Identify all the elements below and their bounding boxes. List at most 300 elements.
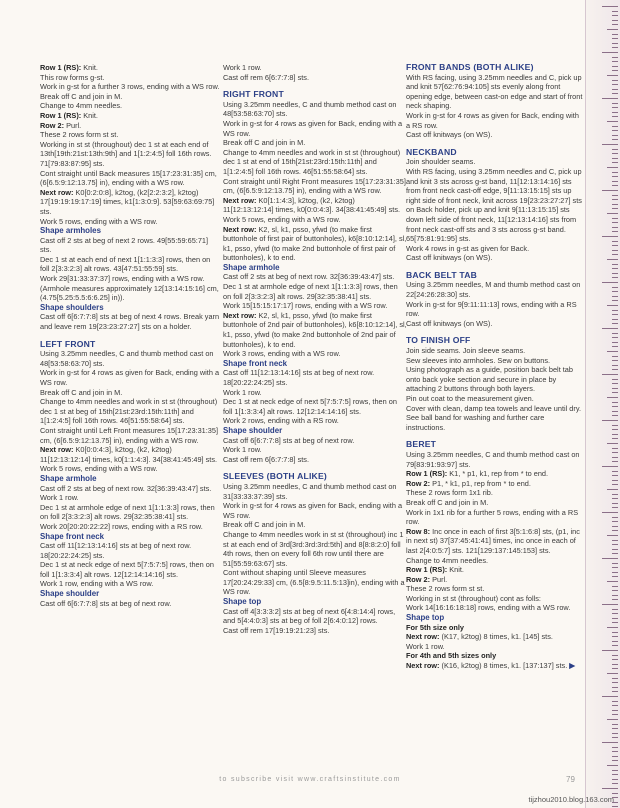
ruler-tick — [612, 544, 618, 545]
subsection-heading: Shape armhole — [40, 473, 97, 483]
ruler-tick — [612, 503, 618, 504]
row-label: Row 8: — [406, 526, 431, 536]
instruction-text: Work 1 row. — [406, 641, 445, 651]
instruction-text: Work 1 row. — [223, 387, 262, 397]
ruler-tick — [612, 733, 618, 734]
ruler-tick — [612, 369, 618, 370]
ruler-tick — [602, 374, 618, 375]
ruler-tick — [612, 11, 618, 12]
instruction-text: Pin out coat to the measurement given. — [406, 394, 534, 403]
ruler-tick — [612, 498, 618, 499]
ruler-tick — [602, 558, 618, 559]
ruler-tick — [612, 268, 618, 269]
instruction-text: Join shoulder seams. — [406, 157, 476, 167]
row-label: Row 2: — [406, 574, 431, 584]
row-text: Knit. — [81, 110, 98, 120]
ruler-tick — [612, 668, 618, 669]
ruler-tick — [602, 788, 618, 789]
instruction-text: Work 1 row, ending with a WS row. — [40, 579, 154, 589]
ruler-tick — [607, 121, 618, 122]
instruction-text: Work in g-st for 4 rows as given for Back, ending with a WS row. — [223, 118, 403, 138]
ruler-tick — [612, 457, 618, 458]
ruler-tick — [612, 379, 618, 380]
ruler-tick — [612, 172, 618, 173]
instruction-text: Cast off 6[6:7:7:8] sts at beg of next row. — [223, 435, 355, 445]
ruler-tick — [612, 204, 618, 205]
ruler-tick — [612, 93, 618, 94]
instruction-row — [40, 63, 220, 73]
instruction-text: This row forms g-st. — [40, 72, 105, 82]
ruler-tick — [612, 691, 618, 692]
ruler-tick — [612, 687, 618, 688]
instruction-text: With RS facing, using 3.25mm needles and C, pick up and knit 3 sts across g-st band, 11[12:13:14:16] sts from front neck cast-off edge, 9[11:13:15:15] sts up right side of front neck, knit across 19[23:23:27:27] sts on Back holder, pick up and knit 9[11:13:15:15] sts down left side of front neck, 11[12:13:14:16] sts from front neck cast-off sts and 3 sts across g-st band. 65[75:81:91:95] sts. — [406, 166, 582, 244]
ruler-tick — [612, 314, 618, 315]
ruler-tick — [612, 70, 618, 71]
ruler-tick — [612, 484, 618, 485]
instruction-row — [40, 445, 220, 464]
ruler-tick — [607, 673, 618, 674]
instruction-text: Work 15[15:15:17:17] rows, ending with a WS row. — [223, 301, 388, 311]
subsection-heading: Shape shoulders — [40, 302, 104, 312]
measuring-ruler — [585, 0, 620, 808]
ruler-tick — [612, 613, 618, 614]
ruler-tick — [612, 783, 618, 784]
instruction-text: Cast off knitways (on WS). — [406, 130, 493, 140]
instruction-text: Cover with clean, damp tea towels and leave until dry. See ball band for washing and further care instructions. — [406, 403, 581, 432]
ruler-tick — [612, 599, 618, 600]
ruler-tick — [607, 535, 618, 536]
column-right — [406, 63, 584, 671]
instruction-text: Work 1 row. — [40, 493, 79, 503]
instruction-text: Cast off 11[12:13:14:16] sts at beg of next row. 18[20:22:24:25] sts. — [223, 368, 375, 387]
instruction-text: Using photograph as a guide, position back belt tab onto back yoke section and secure in place by attaching 2 buttons through both layers. — [406, 365, 573, 394]
row-label: Next row: — [406, 632, 440, 642]
ruler-tick — [612, 701, 618, 702]
ruler-tick — [612, 655, 618, 656]
ruler-tick — [612, 728, 618, 729]
ruler-tick — [612, 471, 618, 472]
ruler-tick — [602, 696, 618, 697]
instruction-text: Using 3.25mm needles, M and thumb method cast on 22[24:26:28:30] sts. — [406, 280, 581, 300]
instruction-text: Cast off rem 6[6:7:7:8] sts. — [223, 72, 309, 82]
ruler-tick — [612, 461, 618, 462]
ruler-tick — [602, 420, 618, 421]
ruler-tick — [612, 714, 618, 715]
ruler-tick — [612, 475, 618, 476]
ruler-tick — [612, 199, 618, 200]
ruler-tick — [612, 337, 618, 338]
ruler-tick — [612, 609, 618, 610]
ruler-tick — [612, 291, 618, 292]
subsection-heading: Shape shoulder — [40, 589, 100, 599]
ruler-tick — [612, 112, 618, 113]
ruler-tick — [612, 406, 618, 407]
ruler-tick — [612, 116, 618, 117]
section-heading: BACK BELT TAB — [406, 269, 478, 280]
ruler-tick — [607, 305, 618, 306]
row-label: Row 2: — [40, 120, 65, 130]
ruler-tick — [612, 15, 618, 16]
instruction-text: Change to 4mm needles and work in st st (throughout) dec 1 st at beg of 15th[21st:23rd:15th:11th] and 1[1:2:4:5] foll 16th rows. 46[51:55:58:64] sts. — [40, 397, 218, 426]
instruction-text: Change to 4mm needles. — [40, 101, 123, 111]
ruler-tick — [612, 622, 618, 623]
row-text: Purl. — [430, 574, 448, 584]
instruction-row — [223, 311, 407, 349]
row-text: K2, sl, k1, psso, yfwd (to make first buttonhole of first pair of buttonholes), k6[8:10:12:14], sl, k1, psso, yfwd (to make 2nd buttonhole of first pair of buttonholes), k to end. — [223, 224, 407, 263]
ruler-tick — [612, 636, 618, 637]
ruler-tick — [607, 765, 618, 766]
ruler-tick — [607, 167, 618, 168]
row-label: Next row: — [406, 661, 440, 671]
ruler-tick — [612, 287, 618, 288]
instruction-row — [406, 527, 584, 556]
row-label: Row 1 (RS): — [40, 110, 82, 120]
ruler-tick — [612, 756, 618, 757]
instruction-text: Dec 1 st at each end of next 1[1:1:3:3] rows, then on foll 2[3:3:2:3] alt rows. 43[47:51:55:59] sts. — [40, 254, 211, 274]
ruler-tick — [602, 282, 618, 283]
ruler-tick — [612, 208, 618, 209]
ruler-tick — [612, 47, 618, 48]
ruler-tick — [602, 52, 618, 53]
section-heading: TO FINISH OFF — [406, 335, 471, 346]
instruction-text: Using 3.25mm needles, C and thumb method cast on 79[83:91:93:97] sts. — [406, 449, 580, 469]
ruler-tick — [612, 158, 618, 159]
section-heading: NECKBAND — [406, 146, 457, 157]
row-text: Knit. — [447, 565, 464, 575]
ruler-tick — [612, 664, 618, 665]
ruler-tick — [612, 402, 618, 403]
ruler-tick — [612, 333, 618, 334]
row-text: Inc once in each of first 3[5:1:6:8] sts, (p1, inc in next st) 37[37:45:41:41] times, inc once in each of last 2[4:0:5:7] sts. 121[129:137:145:153] sts. — [406, 526, 580, 555]
page-number: 79 — [566, 775, 575, 784]
ruler-tick — [607, 489, 618, 490]
instruction-text: These 2 rows form 1x1 rib. — [406, 488, 493, 498]
instruction-text: Break off C and join in M. — [223, 520, 306, 530]
ruler-tick — [612, 586, 618, 587]
ruler-tick — [612, 645, 618, 646]
ruler-tick — [612, 107, 618, 108]
instruction-text: Using 3.25mm needles, C and thumb method cast on 31[33:33:37:39] sts. — [223, 481, 397, 501]
row-label: Next row: — [223, 310, 257, 320]
instruction-row — [40, 188, 220, 217]
instruction-text: Work in g-st for a further 3 rows, ending with a WS row. — [40, 82, 220, 92]
ruler-tick — [602, 742, 618, 743]
ruler-tick — [612, 429, 618, 430]
ruler-tick — [612, 66, 618, 67]
subsection-heading: Shape front neck — [40, 531, 105, 541]
ruler-tick — [612, 572, 618, 573]
ruler-tick — [612, 793, 618, 794]
ruler-tick — [612, 618, 618, 619]
instruction-text: Cast off rem 6[6:7:7:8] sts. — [223, 454, 309, 464]
subsection-heading: Shape armholes — [40, 226, 101, 236]
instruction-text: Dec 1 st at armhole edge of next 1[1:1:3:3] rows, then on foll 2[3:3:2:3] alt rows. 29[32:35:38:41] sts. — [40, 502, 215, 522]
instruction-text: Work in 1x1 rib for a further 5 rows, ending with a RS row. — [406, 507, 579, 527]
ruler-tick — [612, 43, 618, 44]
ruler-tick — [612, 553, 618, 554]
instruction-row — [223, 196, 407, 215]
ruler-tick — [612, 480, 618, 481]
ruler-tick — [612, 34, 618, 35]
instruction-text: Work in g-st for 4 rows as given for Back, ending with a WS row. — [223, 501, 403, 520]
instruction-text: Work 5 rows, ending with a WS row. — [40, 216, 158, 226]
ruler-tick — [612, 392, 618, 393]
ruler-tick — [612, 517, 618, 518]
ruler-tick — [612, 149, 618, 150]
instruction-row — [406, 632, 584, 642]
ruler-tick — [612, 103, 618, 104]
ruler-tick — [612, 89, 618, 90]
ruler-tick — [612, 737, 618, 738]
instruction-text: These 2 rows form st st. — [406, 584, 485, 594]
instruction-text: Break off C and join in M. — [40, 387, 123, 397]
instruction-row — [406, 575, 584, 585]
row-text: (K17, k2tog) 8 times, k1. [145] sts. — [439, 632, 553, 642]
ruler-tick — [612, 760, 618, 761]
ruler-tick — [612, 181, 618, 182]
blog-watermark: tijzhou2010.blog.163.com — [528, 795, 614, 804]
instruction-text: Cast off rem 17[19:19:21:23] sts. — [223, 625, 330, 635]
ruler-tick — [612, 770, 618, 771]
instruction-text: Cast off 2 sts at beg of next row. 32[36:39:43:47] sts. — [40, 483, 212, 493]
column-left — [40, 63, 220, 608]
instruction-text: Work 3 rows, ending with a WS row. — [223, 349, 341, 359]
ruler-tick — [612, 135, 618, 136]
size-note: For 5th size only — [406, 622, 464, 632]
ruler-tick — [602, 512, 618, 513]
ruler-tick — [612, 218, 618, 219]
ruler-tick — [602, 190, 618, 191]
instruction-text: Change to 4mm needles and work in st st (throughout) dec 1 st at end of 15th[21st:23rd:15th:11th] and 1[1:2:4:5] foll 16th rows. 46[51:55:58:64] sts. — [223, 147, 401, 176]
row-text: (K16, k2tog) 8 times, k1. [137:137] sts. — [439, 661, 568, 671]
instruction-text: Cast off 4[3:3:3:2] sts at beg of next 6[4:8:14:4] rows, and 5[4:4:0:3] sts at beg of foll 2[6:4:0:12] rows. — [223, 606, 396, 626]
ruler-tick — [612, 452, 618, 453]
instruction-text: Work 4 rows in g-st as given for Back. — [406, 243, 530, 253]
instruction-text: Cont straight until Right Front measures 15[17:23:31:35] cm, (6[6.5:9:12:13.75] in), ending with a WS row. — [223, 176, 406, 196]
ruler-tick — [612, 57, 618, 58]
ruler-tick — [607, 29, 618, 30]
ruler-tick — [607, 259, 618, 260]
ruler-tick — [612, 360, 618, 361]
instruction-row — [223, 225, 407, 263]
row-text: K0[1:1:4:3], k2tog, (k2, k2tog) 11[12:13:12:14] times, k0[0:0:4:3]. 34[38:41:45:49] sts. — [223, 195, 401, 215]
column-middle — [223, 63, 407, 635]
instruction-text: Cast off knitways (on WS). — [406, 318, 493, 328]
ruler-tick — [612, 751, 618, 752]
ruler-tick — [612, 530, 618, 531]
ruler-tick — [612, 710, 618, 711]
ruler-tick — [612, 241, 618, 242]
ruler-tick — [612, 231, 618, 232]
row-label: Row 1 (RS): — [40, 63, 82, 72]
ruler-tick — [612, 139, 618, 140]
ruler-tick — [612, 185, 618, 186]
ruler-tick — [612, 659, 618, 660]
ruler-tick — [612, 250, 618, 251]
row-label: Row 1 (RS): — [406, 565, 448, 575]
ruler-tick — [612, 356, 618, 357]
row-label: Next row: — [223, 195, 257, 205]
instruction-text: Work 20[20:20:22:22] rows, ending with a RS row. — [40, 521, 203, 531]
ruler-tick — [612, 632, 618, 633]
ruler-tick — [612, 323, 618, 324]
instruction-row — [406, 469, 584, 479]
subsection-heading: Shape top — [406, 613, 445, 623]
ruler-tick — [612, 806, 618, 807]
size-note: For 4th and 5th sizes only — [406, 651, 497, 661]
instruction-row — [406, 661, 584, 671]
ruler-tick — [607, 351, 618, 352]
ruler-tick — [612, 277, 618, 278]
instruction-text: Work in g-st for 4 rows as given for Back, ending with a WS row. — [40, 368, 220, 387]
ruler-tick — [607, 719, 618, 720]
instruction-text: Cont straight until Back measures 15[17:23:31:35] cm, (6[6.5:9:12:13.75] in), ending with a WS row. — [40, 168, 217, 188]
ruler-tick — [612, 388, 618, 389]
ruler-tick — [602, 466, 618, 467]
ruler-tick — [612, 678, 618, 679]
instruction-text: Cast off 6[6:7:7:8] sts at beg of next 4 rows. Break yarn and leave rem 19[23:23:27:27] sts on a holder. — [40, 312, 220, 332]
instruction-text: Break off C and join in M. — [406, 497, 489, 507]
ruler-tick — [612, 153, 618, 154]
instruction-text: Cont straight until Left Front measures 15[17:23:31:35] cm, (6[6.5:9:12:13.75] in), ending with a WS row. — [40, 425, 218, 445]
section-heading: FRONT BANDS (BOTH ALIKE) — [406, 62, 534, 72]
ruler-tick — [602, 604, 618, 605]
continue-arrow-icon: ▶ — [569, 661, 575, 671]
subsection-heading: Shape armhole — [223, 262, 280, 272]
ruler-tick — [602, 650, 618, 651]
section-heading: LEFT FRONT — [40, 338, 96, 349]
instruction-text: Using 3.25mm needles, C and thumb method cast on 48[53:58:63:70] sts. — [223, 99, 397, 119]
ruler-tick — [612, 84, 618, 85]
ruler-tick — [612, 176, 618, 177]
ruler-tick — [612, 494, 618, 495]
instruction-row — [40, 111, 220, 121]
row-text: K0[0:2:0:8], k2tog, (k2[2:2:3:2], k2tog) 17[19:19:19:17:19] times, k1[1:3:0:9]. 53[59:63:69:75] sts. — [40, 187, 215, 216]
instruction-text: Break off C and join in M. — [40, 91, 123, 101]
row-text: Purl. — [64, 120, 82, 130]
subsection-heading: Shape front neck — [223, 358, 288, 368]
instruction-text: Dec 1 st at neck edge of next 5[7:5:7:5] rows, then on foll 1[1:3:3:4] alt rows. 12[12:14:14:16] sts. — [40, 560, 214, 579]
ruler-tick — [612, 245, 618, 246]
ruler-tick — [612, 590, 618, 591]
ruler-tick — [612, 342, 618, 343]
ruler-tick — [612, 747, 618, 748]
ruler-tick — [612, 576, 618, 577]
ruler-tick — [612, 319, 618, 320]
instruction-text: With RS facing, using 3.25mm needles and C, pick up and knit 57[62:76:94:105] sts evenly along front opening edge, between cast-on edge and start of front neck shaping. — [406, 72, 583, 111]
instruction-text: Change to 4mm needles. — [406, 555, 489, 565]
ruler-tick — [607, 443, 618, 444]
ruler-tick — [612, 448, 618, 449]
subscribe-footer: to subscribe visit www.craftsinstitute.com — [219, 776, 401, 783]
ruler-tick — [607, 213, 618, 214]
subsection-heading: Shape top — [223, 597, 262, 607]
instruction-text: Join side seams. Join sleeve seams. — [406, 346, 526, 356]
ruler-tick — [612, 61, 618, 62]
ruler-tick — [612, 80, 618, 81]
instruction-text: Cast off 2 sts at beg of next 2 rows. 49[55:59:65:71] sts. — [40, 235, 209, 255]
ruler-tick — [612, 567, 618, 568]
ruler-tick — [612, 383, 618, 384]
ruler-tick — [612, 724, 618, 725]
instruction-text: Work in g-st for 9[9:11:11:13] rows, ending with a RS row. — [406, 299, 577, 319]
row-label: Row 2: — [406, 478, 431, 488]
instruction-text: Work 5 rows, ending with a WS row. — [40, 464, 158, 474]
instruction-text: Using 3.25mm needles, C and thumb method cast on 48[53:58:63:70] sts. — [40, 349, 214, 368]
ruler-tick — [612, 20, 618, 21]
instruction-text: Work 29[31:33:37:37] rows, ending with a WS row. (Armhole measures approximately 12[13:14:15:16] cm, (4.75[5.25:5.5:6:6.25] in)). — [40, 274, 219, 303]
row-label: Next row: — [223, 224, 257, 234]
ruler-tick — [612, 682, 618, 683]
ruler-tick — [612, 346, 618, 347]
row-label: Next row: — [40, 187, 74, 197]
ruler-tick — [612, 434, 618, 435]
instruction-text: Change to 4mm needles work in st st (throughout) inc 1 st at each end of 3rd[3rd:3rd:3rd:5th] and 8[8:8:2:0] foll 4th rows, then on every foll 6th row until there are 51[55:59:63:67] sts. — [223, 529, 404, 568]
section-heading: RIGHT FRONT — [223, 89, 284, 100]
ruler-tick — [607, 75, 618, 76]
row-text: K1, * p1, k1, rep from * to end. — [447, 469, 549, 479]
ruler-tick — [612, 273, 618, 274]
ruler-tick — [612, 227, 618, 228]
ruler-tick — [612, 264, 618, 265]
ruler-tick — [612, 540, 618, 541]
ruler-tick — [612, 425, 618, 426]
ruler-tick — [612, 549, 618, 550]
ruler-tick — [602, 236, 618, 237]
instruction-text: Sew sleeves into armholes. Sew on buttons. — [406, 355, 551, 365]
ruler-tick — [612, 438, 618, 439]
ruler-tick — [612, 521, 618, 522]
subsection-heading: Shape shoulder — [223, 425, 283, 435]
instruction-text: Cast off 2 sts at beg of next row. 32[36:39:43:47] sts. — [223, 272, 395, 282]
ruler-tick — [612, 563, 618, 564]
row-label: Row 1 (RS): — [406, 469, 448, 479]
ruler-tick — [612, 38, 618, 39]
ruler-tick — [607, 627, 618, 628]
instruction-text: Cast off 6[6:7:7:8] sts at beg of next row. — [40, 598, 172, 608]
instruction-text: Work 1 row. — [223, 63, 262, 72]
instruction-text: Work 14[16:16:18:18] rows, ending with a WS row. — [406, 603, 571, 613]
ruler-tick — [612, 195, 618, 196]
section-heading: BERET — [406, 439, 437, 450]
instruction-text: Cont without shaping until Sleeve measures 17[20:24:29:33] cm, (6.5[8:9.5:11.5:13]in), ending with a WS row. — [223, 568, 405, 597]
instruction-text: Work 5 rows, ending with a WS row. — [223, 214, 341, 224]
instruction-row — [406, 565, 584, 575]
ruler-tick — [612, 526, 618, 527]
ruler-tick — [602, 98, 618, 99]
ruler-tick — [612, 296, 618, 297]
instruction-text: Dec 1 st at armhole edge of next 1[1:1:3:3] rows, then on foll 2[3:3:2:3] alt rows. 29[32:35:38:41] sts. — [223, 282, 398, 301]
instruction-row — [40, 121, 220, 131]
ruler-tick — [612, 310, 618, 311]
ruler-tick — [612, 300, 618, 301]
instruction-text: Break off C and join in M. — [223, 138, 306, 148]
ruler-tick — [612, 411, 618, 412]
ruler-tick — [602, 144, 618, 145]
ruler-tick — [607, 397, 618, 398]
ruler-tick — [612, 162, 618, 163]
ruler-tick — [602, 328, 618, 329]
ruler-tick — [612, 254, 618, 255]
instruction-text: Working in st st (throughout) cont as folls: — [406, 593, 541, 603]
ruler-tick — [612, 365, 618, 366]
instruction-text: Work 1 row. — [223, 445, 262, 455]
instruction-text: Work 2 rows, ending with a RS row. — [223, 416, 339, 426]
ruler-tick — [612, 641, 618, 642]
instruction-text: Cast off 11[12:13:14:16] sts at beg of next row. 18[20:22:24:25] sts. — [40, 541, 192, 560]
instruction-text: Work in g-st for 4 rows as given for Back, ending with a RS row. — [406, 110, 579, 130]
ruler-tick — [612, 507, 618, 508]
